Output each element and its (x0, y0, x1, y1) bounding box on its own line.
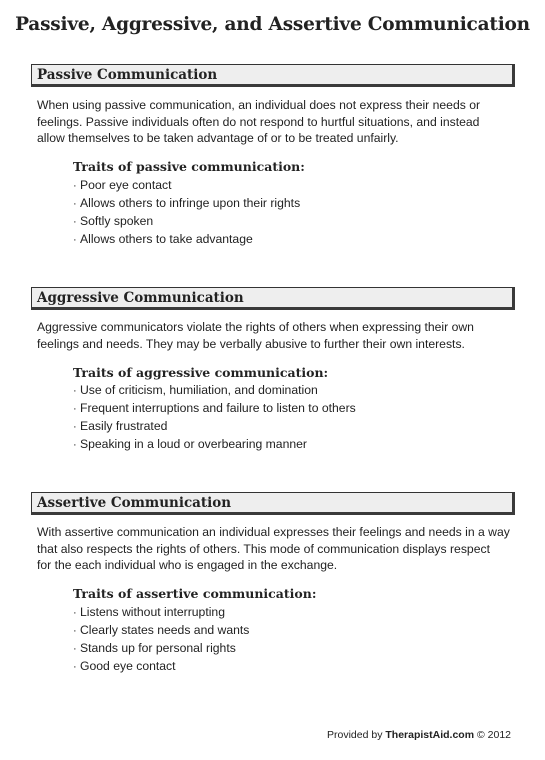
bullet-icon: · (73, 180, 77, 192)
trait-text: Softly spoken (80, 214, 154, 228)
bullet-icon: · (73, 421, 77, 433)
list-item (73, 400, 356, 418)
footer-credit (327, 729, 511, 741)
traits-heading-passive: Traits of passive communication: (73, 159, 305, 174)
section-heading: Aggressive Communication (37, 290, 244, 306)
page-title: Passive, Aggressive, and Assertive Communication (15, 14, 530, 35)
list-item (73, 604, 249, 622)
intro-line: feelings. Passive individuals often do not respond to hurtful situations, and instead (37, 114, 480, 129)
bullet-icon: · (73, 625, 77, 637)
trait-text: Stands up for personal rights (80, 641, 236, 655)
traits-heading-assertive: Traits of assertive communication: (73, 586, 317, 601)
bullet-icon: · (73, 198, 77, 210)
trait-text: Allows others to take advantage (80, 232, 253, 246)
trait-text: Listens without interrupting (80, 605, 225, 619)
section-intro-aggressive (37, 319, 515, 352)
footer-prefix: Provided by (327, 729, 386, 741)
list-item (73, 418, 356, 436)
list-item (73, 195, 300, 213)
list-item (73, 177, 300, 195)
trait-text: Easily frustrated (80, 419, 168, 433)
list-item (73, 436, 356, 454)
trait-text: Good eye contact (80, 659, 176, 673)
bullet-icon: · (73, 661, 77, 673)
intro-line: When using passive communication, an individual does not express their needs or (37, 98, 481, 112)
footer-brand: TherapistAid.com (385, 729, 475, 741)
traits-heading-aggressive: Traits of aggressive communication: (73, 365, 329, 380)
intro-line: feelings and needs. They may be verbally abusive to further their own interests. (37, 336, 465, 351)
section-intro-assertive (37, 524, 515, 574)
section-heading: Assertive Communication (37, 495, 232, 511)
trait-text: Use of criticism, humiliation, and domination (80, 383, 318, 397)
list-item (73, 213, 300, 231)
section-intro-passive (37, 97, 515, 147)
trait-text: Speaking in a loud or overbearing manner (80, 437, 307, 451)
list-item (73, 231, 300, 249)
trait-text: Clearly states needs and wants (80, 623, 250, 637)
bullet-icon: · (73, 216, 77, 228)
bullet-icon: · (73, 234, 77, 246)
section-header-assertive (31, 492, 515, 515)
trait-text: Allows others to infringe upon their rights (80, 196, 301, 210)
intro-line: that also respects the rights of others. This mode of communication displays respect (37, 541, 490, 556)
bullet-icon: · (73, 385, 77, 397)
bullet-icon: · (73, 643, 77, 655)
list-item (73, 658, 249, 676)
section-header-aggressive (31, 287, 515, 310)
trait-text: Frequent interruptions and failure to listen to others (80, 401, 356, 415)
traits-list-aggressive (73, 382, 356, 454)
trait-text: Poor eye contact (80, 178, 172, 192)
intro-line: Aggressive communicators violate the rights of others when expressing their own (37, 320, 474, 334)
list-item (73, 640, 249, 658)
footer-suffix: © 2012 (474, 729, 511, 741)
bullet-icon: · (73, 439, 77, 451)
bullet-icon: · (73, 607, 77, 619)
traits-list-passive (73, 177, 300, 249)
section-header-passive (31, 64, 515, 87)
section-heading: Passive Communication (37, 67, 218, 83)
intro-line: With assertive communication an individual expresses their feelings and needs in a way (37, 525, 510, 539)
intro-line: for the each individual who is engaged in the exchange. (37, 558, 338, 572)
intro-line: allow themselves to be taken advantage of or to be treated unfairly. (37, 131, 399, 145)
bullet-icon: · (73, 403, 77, 415)
list-item (73, 622, 249, 640)
traits-list-assertive (73, 604, 249, 676)
list-item (73, 382, 356, 400)
